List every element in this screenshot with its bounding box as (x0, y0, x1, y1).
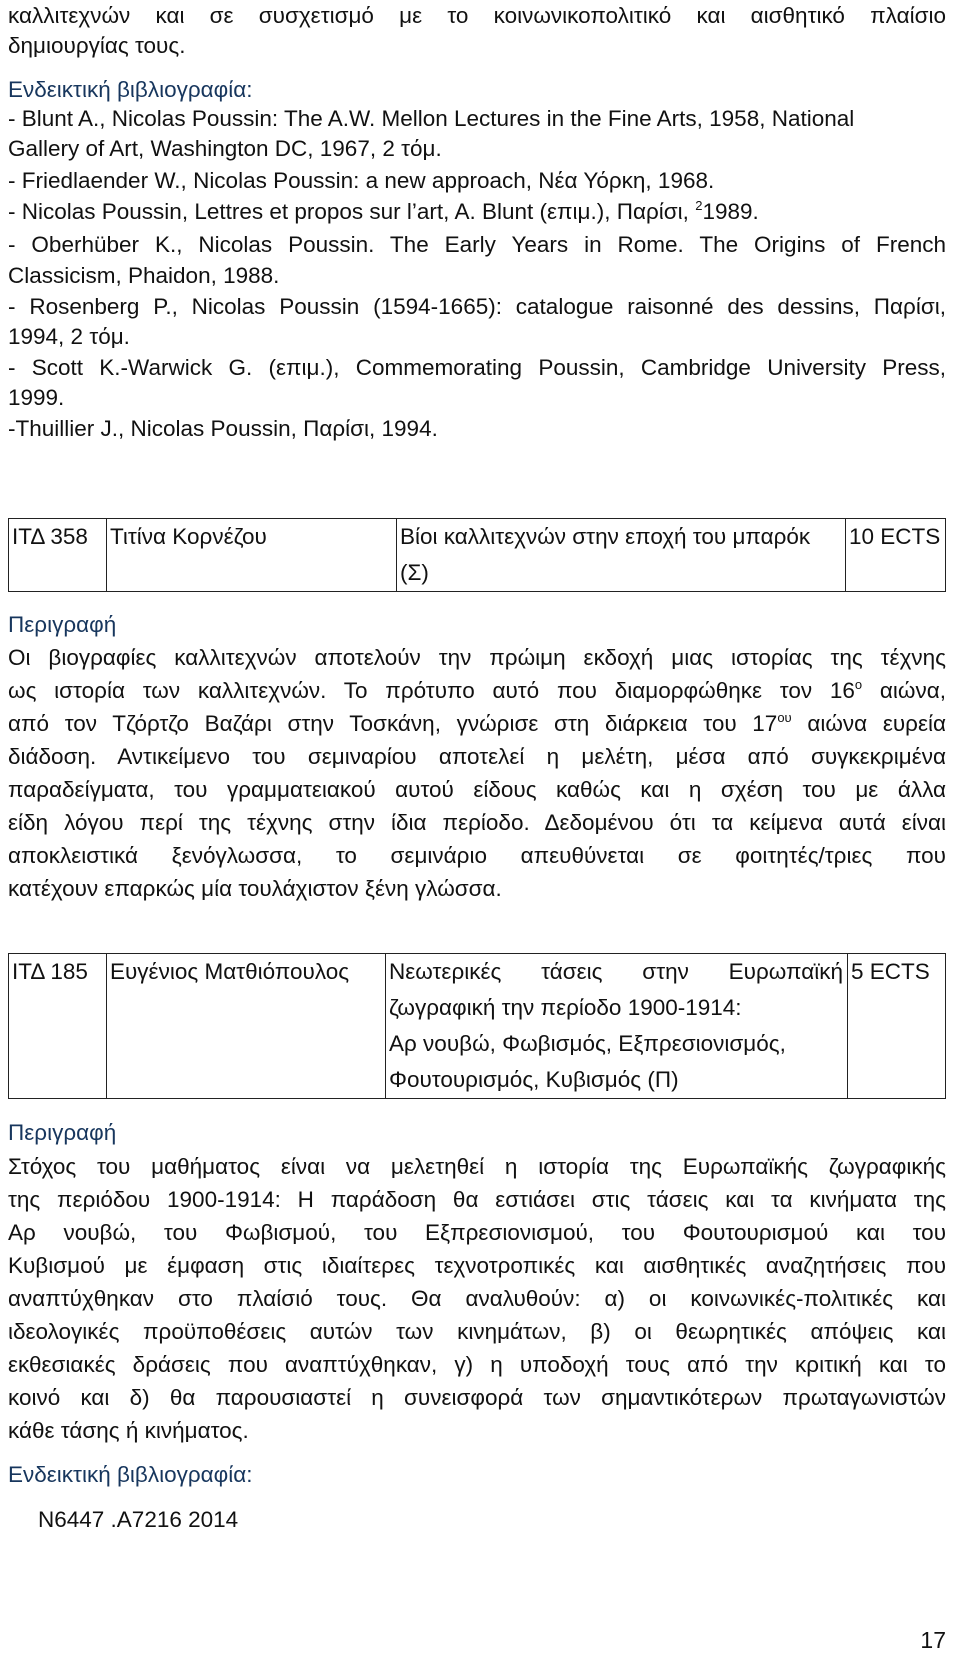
course-title: Βίοι καλλιτεχνών στην εποχή του μπαρόκ (Σ) (397, 519, 846, 592)
bibliography-entry: - Blunt A., Nicolas Poussin: The A.W. Mellon Lectures in the Fine Arts, 1958, National (8, 106, 855, 131)
description-line: ως ιστορία των καλλιτεχνών. Το πρότυπο αυτό που διαμορφώθηκε τον $16^o$ αιώνα, (8, 676, 946, 703)
description-line: της περιόδου 1900-1914: Η παράδοση θα εστιάσει στις τάσεις και τα κινήματα της (8, 1187, 946, 1212)
description-line: Στόχος του μαθήματος είναι να μελετηθεί η ιστορία της Ευρωπαϊκής ζωγραφικής (8, 1154, 946, 1179)
description-line: εκθεσιακές δράσεις που αναπτύχθηκαν, γ) η υποδοχή τους από την κριτική και το (8, 1352, 946, 1377)
course-code: ΙΤΔ 185 (9, 954, 107, 1099)
course-code: ΙΤΔ 358 (9, 519, 107, 592)
course-title: Νεωτερικές τάσεις στην Ευρωπαϊκή ζωγραφική την περίοδο 1900-1914: Αρ νουβώ, Φωβισμός, Εξπρεσιονισμός, Φουτουρισμός, Κυβισμός (Π) (386, 954, 848, 1099)
intro-line-2: δημιουργίας τους. (8, 33, 186, 58)
course-table (8, 953, 946, 1099)
bibliography-heading: Ενδεικτική βιβλιογραφία: (8, 77, 253, 102)
course-credits: 10 ECTS (846, 519, 946, 592)
description-line: Αρ νουβώ, του Φωβισμού, του Εξπρεσιονισμού, του Φουτουρισμού και του (8, 1220, 946, 1245)
description-line: είδη λόγου περί της τέχνης στην ίδια περίοδο. Δεδομένου ότι τα κείμενα αυτά είναι (8, 810, 946, 835)
bibliography-entry: N6447 .A7216 2014 (38, 1507, 239, 1532)
superscript: ου (777, 709, 792, 725)
bibliography-entry: - Oberhüber K., Nicolas Poussin. The Early Years in Rome. The Origins of French (8, 232, 946, 257)
description-line: αναπτύχθηκαν στο πλαίσιό τους. Θα αναλυθούν: α) οι κοινωνικές-πολιτικές και (8, 1286, 946, 1311)
description-line: παραδείγματα, του γραμματειακού αυτού είδους καθώς και η σχέση του με άλλα (8, 777, 946, 802)
bibliography-entry: - Nicolas Poussin, Lettres et propos sur l’art, A. Blunt (επιμ.), Παρίσι, $^2$1989. (8, 197, 759, 224)
bibliography-entry: Gallery of Art, Washington DC, 1967, 2 τόμ. (8, 136, 442, 161)
course-credits: 5 ECTS (848, 954, 946, 1099)
description-line: κάθε τάσης ή κινήματος. (8, 1418, 249, 1443)
bibliography-entry: Classicism, Phaidon, 1988. (8, 263, 280, 288)
page-number: 17 (920, 1627, 946, 1653)
course-table (8, 518, 946, 592)
bibliography-heading: Ενδεικτική βιβλιογραφία: (8, 1462, 253, 1487)
description-heading: Περιγραφή (8, 1120, 117, 1145)
description-line: Κυβισμού με έμφαση στις ιδιαίτερες τεχνοτροπικές και αισθητικές αναζητήσεις που (8, 1253, 946, 1278)
course-row (9, 519, 946, 592)
intro-line-1: καλλιτεχνών και σε συσχετισμό με το κοινωνικοπολιτικό και αισθητικό πλαίσιο (8, 3, 946, 28)
bibliography-entry: 1994, 2 τόμ. (8, 324, 130, 349)
description-line: από τον Τζόρτζο Βαζάρι στην Τοσκάνη, γνώρισε στη διάρκεια του $17^{o\upsilon}$ αιώνα ευρεία (8, 709, 946, 736)
description-line: κατέχουν επαρκώς μία τουλάχιστον ξένη γλώσσα. (8, 876, 502, 901)
superscript: 2 (695, 197, 703, 213)
course-instructor: Ευγένιος Ματθιόπουλος (107, 954, 386, 1099)
description-line: αποκλειστικά ξενόγλωσσα, το σεμινάριο απευθύνεται σε φοιτητές/τριες που (8, 843, 946, 868)
description-heading: Περιγραφή (8, 612, 117, 637)
description-line: κοινό και δ) θα παρουσιαστεί η συνεισφορά των σημαντικότερων πρωταγωνιστών (8, 1385, 946, 1410)
bibliography-entry: - Friedlaender W., Nicolas Poussin: a new approach, Νέα Υόρκη, 1968. (8, 168, 715, 193)
description-line: ιδεολογικές προϋποθέσεις αυτών των κινημάτων, β) οι θεωρητικές απόψεις και (8, 1319, 946, 1344)
bibliography-entry: - Scott K.-Warwick G. (επιμ.), Commemorating Poussin, Cambridge University Press, (8, 355, 946, 380)
description-line: διάδοση. Αντικείμενο του σεμιναρίου αποτελεί η μελέτη, μέσα από συγκεκριμένα (8, 744, 946, 769)
bibliography-entry: 1999. (8, 385, 65, 410)
description-line: Οι βιογραφίες καλλιτεχνών αποτελούν την πρώιμη εκδοχή μιας ιστορίας της τέχνης (8, 645, 946, 670)
bibliography-entry: -Thuillier J., Nicolas Poussin, Παρίσι, 1994. (8, 416, 438, 441)
course-row (9, 954, 946, 1099)
course-instructor: Τιτίνα Κορνέζου (107, 519, 397, 592)
superscript: ο (854, 676, 863, 692)
bibliography-entry: - Rosenberg P., Nicolas Poussin (1594-1665): catalogue raisonné des dessins, Παρίσι, (8, 294, 946, 319)
